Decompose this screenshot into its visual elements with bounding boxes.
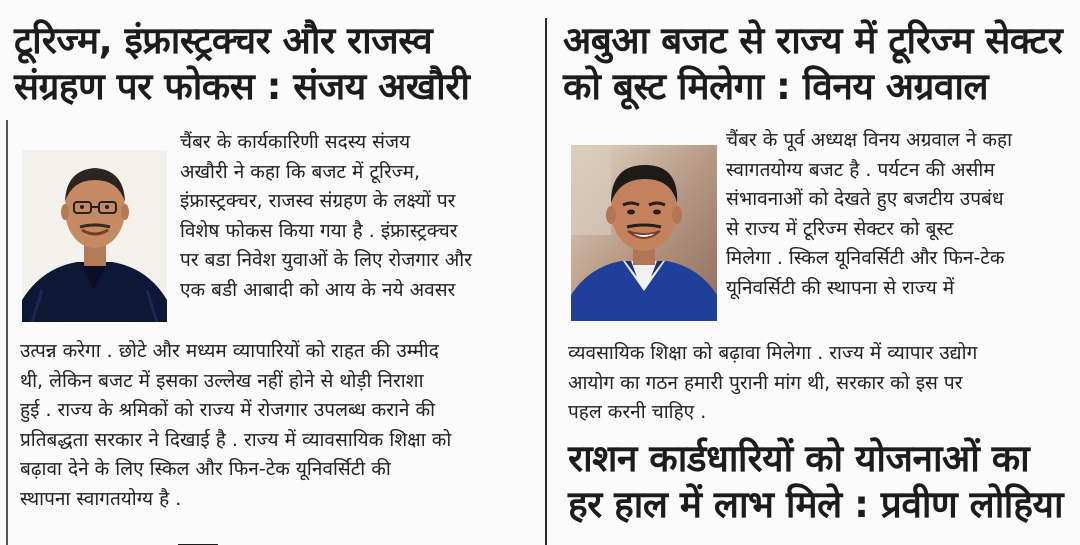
left-headline [14,18,469,110]
body-line: थी, लेकिन बजट में इसका उल्लेख नहीं होने से थोड़ी निराशा [20,369,424,392]
body-line: बढ़ावा देने के लिए स्किल और फिन-टेक यूनिवर्सिटी की [20,458,391,480]
portrait-vinay-agrawal [571,145,717,321]
right-second-headline [568,436,1063,528]
left-body-full [20,337,451,514]
right-body-wrapped [726,126,1012,303]
body-line: स्थापना स्वागतयोग्य है . [20,487,182,510]
body-line: स्वागतयोग्य बजट है . पर्यटन की असीम [726,158,995,181]
left-column-rule [6,120,8,545]
left-body-wrapped [180,128,472,305]
right-headline [563,18,1062,110]
body-line: संभावनाओं को देखते हुए बजटीय उपबंध [726,188,1004,210]
column-divider [545,18,547,545]
right-body-full [568,339,977,428]
left-headline-line: टूरिज्म, इंफ्रास्ट्रक्चर और राजस्व [14,19,433,62]
portrait-sanjay-akhouri [22,150,167,322]
body-line: पर बडा निवेश युवाओं के लिए रोजगार और [180,249,472,271]
body-line: एक बडी आबादी को आय के नये अवसर [180,278,456,301]
cropped-next-text [780,538,980,545]
body-line: मिलेगा . स्किल यूनिवर्सिटी और फिन-टेक [726,247,1005,269]
body-line: व्यवसायिक शिक्षा को बढ़ावा मिलेगा . राज्य में व्यापार उद्योग [568,342,978,364]
body-line: प्रतिबद्धता सरकार ने दिखाई है . राज्य में व्यावसायिक शिक्षा को [20,428,452,451]
body-line: उत्पन्न करेगा . छोटे और मध्यम व्यापारियों को राहत की उम्मीद [20,340,439,362]
right-headline-line: को बूस्ट मिलेगा : विनय अग्रवाल [563,65,989,108]
body-line: चैंबर के कार्यकारिणी सदस्य संजय [180,131,411,153]
body-line: हुई . राज्य के श्रमिकों को राज्य में रोजगार उपलब्ध कराने की [20,399,436,421]
right-headline-line: अबुआ बजट से राज्य में टूरिज्म सेक्टर [563,19,1063,62]
body-line: चैंबर के पूर्व अध्यक्ष विनय अग्रवाल ने कहा [726,129,1013,151]
left-headline-line: संग्रहण पर फोकस : संजय अखौरी [14,65,470,108]
body-line: अखौरी ने कहा कि बजट में टूरिज्म, [180,160,420,183]
body-line: इंफ्रास्ट्रक्चर, राजस्व संग्रहण के लक्ष्यों पर [180,190,456,212]
right-second-headline-line: हर हाल में लाभ मिले : प्रवीण लोहिया [568,483,1064,526]
body-line: यूनिवर्सिटी की स्थापना से राज्य में [726,276,955,299]
body-line: विशेष फोकस किया गया है . इंफ्रास्ट्रक्चर [180,219,458,242]
right-second-headline-line: राशन कार्डधारियों को योजनाओं का [568,437,1030,480]
body-line: से राज्य में टूरिज्म सेक्टर को बूस्ट [726,217,954,240]
cropped-next-headline [60,536,280,545]
body-line: पहल करनी चाहिए . [568,401,707,423]
body-line: आयोग का गठन हमारी पुरानी मांग थी, सरकार को इस पर [568,371,963,394]
